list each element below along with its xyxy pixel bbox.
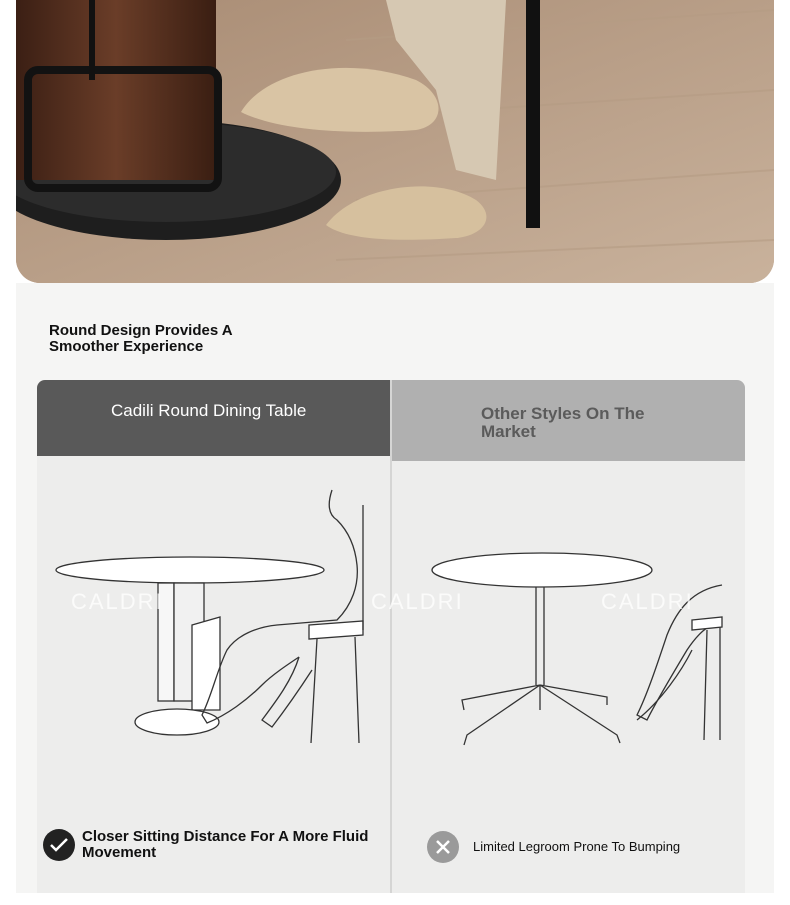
hero-illustration — [16, 0, 774, 283]
watermark: CALDRI — [71, 589, 164, 614]
column-heading-other: Other Styles On The Market — [481, 404, 645, 441]
caption-other — [392, 831, 745, 863]
other-table-illustration — [392, 475, 745, 795]
section-title: Round Design Provides A Smoother Experience — [49, 322, 233, 355]
watermark: CALDRI — [371, 589, 464, 614]
hero-photo — [16, 0, 774, 283]
cadili-table-illustration — [37, 475, 390, 795]
column-header-other — [392, 380, 745, 461]
column-header-cadili — [37, 380, 390, 456]
comparison-column-other — [392, 380, 745, 893]
check-icon — [43, 829, 75, 861]
column-heading-cadili: Cadili Round Dining Table — [111, 401, 307, 420]
caption-text-cadili: Closer Sitting Distance For A More Fluid Movement — [82, 828, 369, 861]
comparison-column-cadili — [37, 380, 390, 893]
watermark: CALDRI — [601, 589, 694, 614]
cross-icon — [427, 831, 459, 863]
caption-text-other: Limited Legroom Prone To Bumping — [473, 839, 681, 854]
caption-cadili — [37, 829, 390, 861]
comparison-panel — [16, 283, 774, 893]
